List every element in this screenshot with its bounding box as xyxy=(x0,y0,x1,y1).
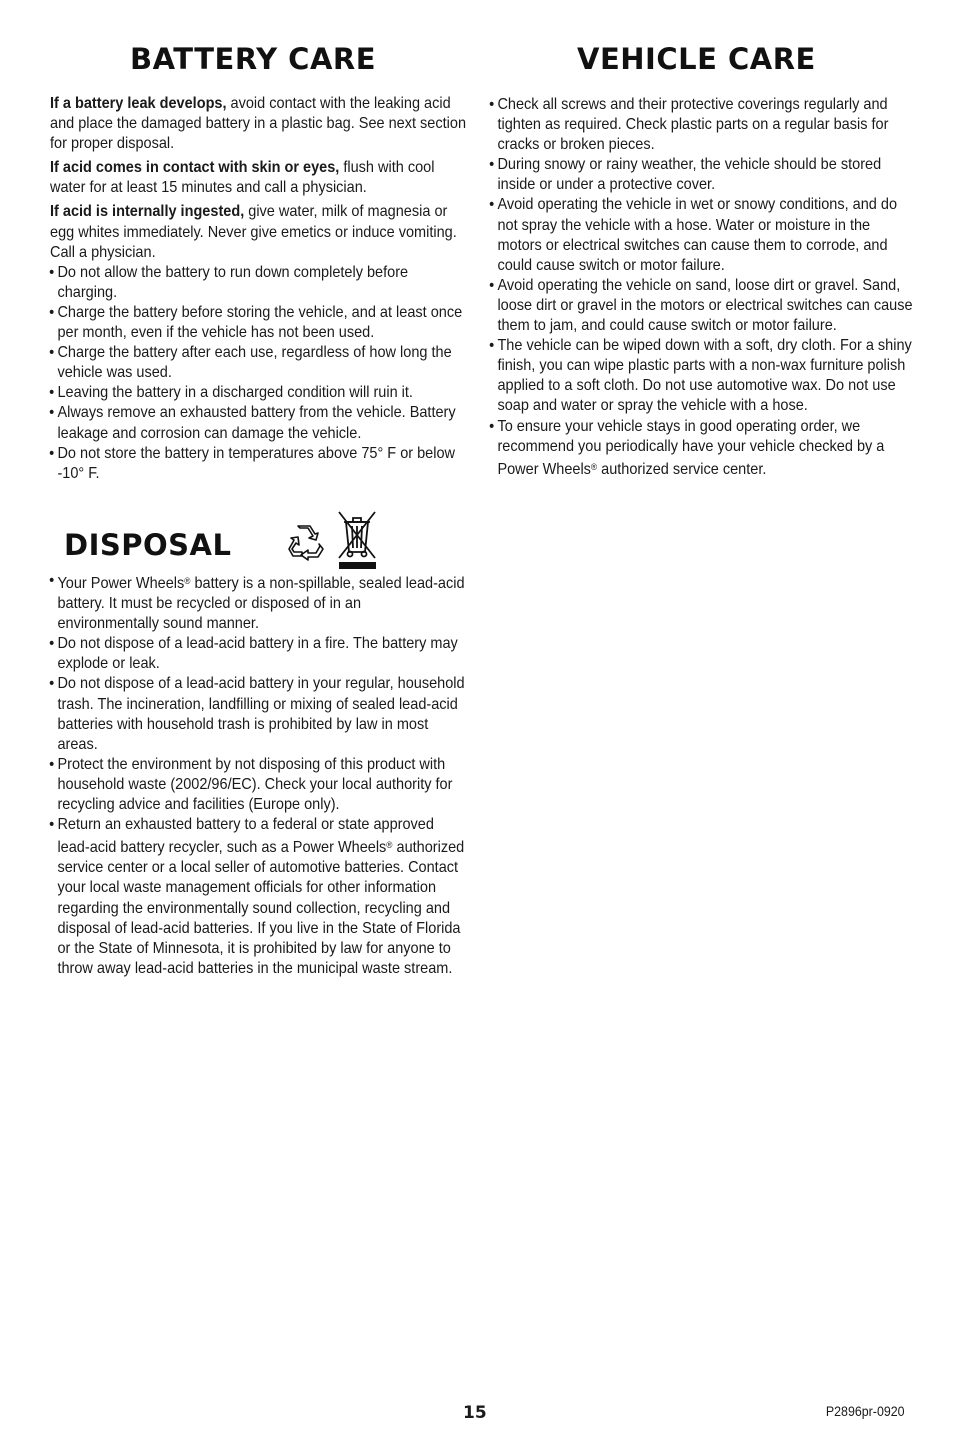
battery-para-ingested-bold: If acid is internally ingested, xyxy=(50,203,245,221)
battery-para-ingested-text: give water, milk of magnesia or egg whites immediately. Never give emetics or induce vomiting. Call a physician. xyxy=(50,203,457,261)
battery-para-skin-text: flush with cool water for at least 15 minutes and call a physician. xyxy=(50,159,435,197)
list-item xyxy=(490,95,913,155)
list-item-text: Protect the environment by not disposing of this product with household waste (2002/96/EC). Check your local authority for recycling advice and facilities (Europe only). xyxy=(57,755,453,814)
list-item xyxy=(50,634,467,674)
vehicle-care-heading: VEHICLE CARE xyxy=(577,42,816,76)
list-item xyxy=(50,674,467,754)
battery-para-leak xyxy=(50,94,467,154)
list-item: • Do not store the battery in temperatures above 75° F or below -10° F. xyxy=(50,444,467,484)
list-item-text: To ensure your vehicle stays in good operating order, we recommend you periodically have your vehicle checked by a Power Wheels xyxy=(497,417,885,478)
list-item xyxy=(490,155,913,195)
list-item-text: battery is a non-spillable, sealed lead-acid battery. It must be recycled or disposed of in an environmentally sound manner. xyxy=(57,575,465,633)
list-item-text: During snowy or rainy weather, the vehicle should be stored inside or under a protective cover. xyxy=(497,156,882,194)
list-item xyxy=(490,336,913,416)
list-item: • Charge the battery after each use, regardless of how long the vehicle was used. xyxy=(50,343,467,383)
battery-care-body xyxy=(50,94,467,484)
list-item-text: Avoid operating the vehicle on sand, loose dirt or gravel. Sand, loose dirt or gravel in the motors or electrical switches can cause them to jam, and could cause switch or motor failure. xyxy=(497,276,913,335)
battery-para-skin xyxy=(50,158,467,198)
list-item-text: authorized service center or a local seller of automotive batteries. Contact your local waste management officials for other information regarding the environmentally sound collection, recycling and disposal of lead-acid batteries. If you live in the State of Florida or the State of Minnesota, it is prohibited by law for anyone to throw away lead-acid batteries in the municipal waste stream. xyxy=(57,839,465,977)
battery-para-leak-text: avoid contact with the leaking acid and place the damaged battery in a plastic bag. See next section for proper disposal. xyxy=(50,95,467,153)
vehicle-care-body xyxy=(490,95,913,480)
list-item xyxy=(50,755,467,815)
registered-mark: ® xyxy=(590,461,598,472)
list-item-text: Avoid operating the vehicle in wet or snowy conditions, and do not spray the vehicle with a hose. Water or moisture in the motors or electrical switches can cause them to corrode, and could cause switch or motor failure. xyxy=(497,196,898,274)
list-item-text: authorized service center. xyxy=(597,460,767,478)
list-item xyxy=(490,417,913,480)
list-item: • Leaving the battery in a discharged condition will ruin it. xyxy=(50,383,467,403)
disposal-body xyxy=(50,571,467,979)
list-item-text: Your Power Wheels xyxy=(57,575,185,592)
list-item xyxy=(50,571,467,634)
list-item: • Charge the battery before storing the vehicle, and at least once per month, even if the vehicle has not been used. xyxy=(50,303,467,343)
list-item-text: Do not dispose of a lead-acid battery in a fire. The battery may explode or leak. xyxy=(57,635,458,673)
registered-mark: ® xyxy=(386,840,393,851)
page-number: 15 xyxy=(463,1403,487,1423)
disposal-heading: DISPOSAL xyxy=(64,528,232,562)
list-item: • Always remove an exhausted battery from the vehicle. Battery leakage and corrosion can damage the vehicle. xyxy=(50,403,467,443)
battery-para-leak-bold: If a battery leak develops, xyxy=(50,95,227,112)
list-item-text: The vehicle can be wiped down with a soft, dry cloth. For a shiny finish, you can wipe plastic parts with a non-wax furniture polish applied to a soft cloth. Do not use automotive wax. Do not use soap and water or spray the vehicle with a hose. xyxy=(497,337,912,415)
list-item-text: Return an exhausted battery to a federal or state approved lead-acid battery recycler, such as a Power Wheels xyxy=(57,816,434,857)
battery-care-heading: BATTERY CARE xyxy=(130,42,377,76)
disposal-list xyxy=(50,571,467,979)
recycle-icon xyxy=(284,522,326,564)
document-code: P2896pr-0920 xyxy=(826,1404,905,1419)
list-item: • Do not allow the battery to run down completely before charging. xyxy=(50,263,467,303)
registered-mark: ® xyxy=(184,576,191,586)
battery-para-ingested xyxy=(50,202,467,262)
list-item xyxy=(490,276,913,336)
disposal-heading-row xyxy=(64,506,394,570)
list-item xyxy=(50,815,467,979)
battery-para-skin-bold: If acid comes in contact with skin or eyes, xyxy=(50,159,340,177)
list-item xyxy=(490,195,913,275)
battery-care-list xyxy=(50,263,467,484)
list-item-text: Check all screws and their protective coverings regularly and tighten as required. Check plastic parts on a regular basis for cracks or broken pieces. xyxy=(497,96,889,154)
list-item-text: Do not dispose of a lead-acid battery in your regular, household trash. The incineration, landfilling or mixing of sealed lead-acid batteries with household trash is prohibited by law in most areas. xyxy=(57,675,465,753)
crossed-out-bin-icon xyxy=(336,508,378,570)
vehicle-care-list xyxy=(490,95,913,480)
